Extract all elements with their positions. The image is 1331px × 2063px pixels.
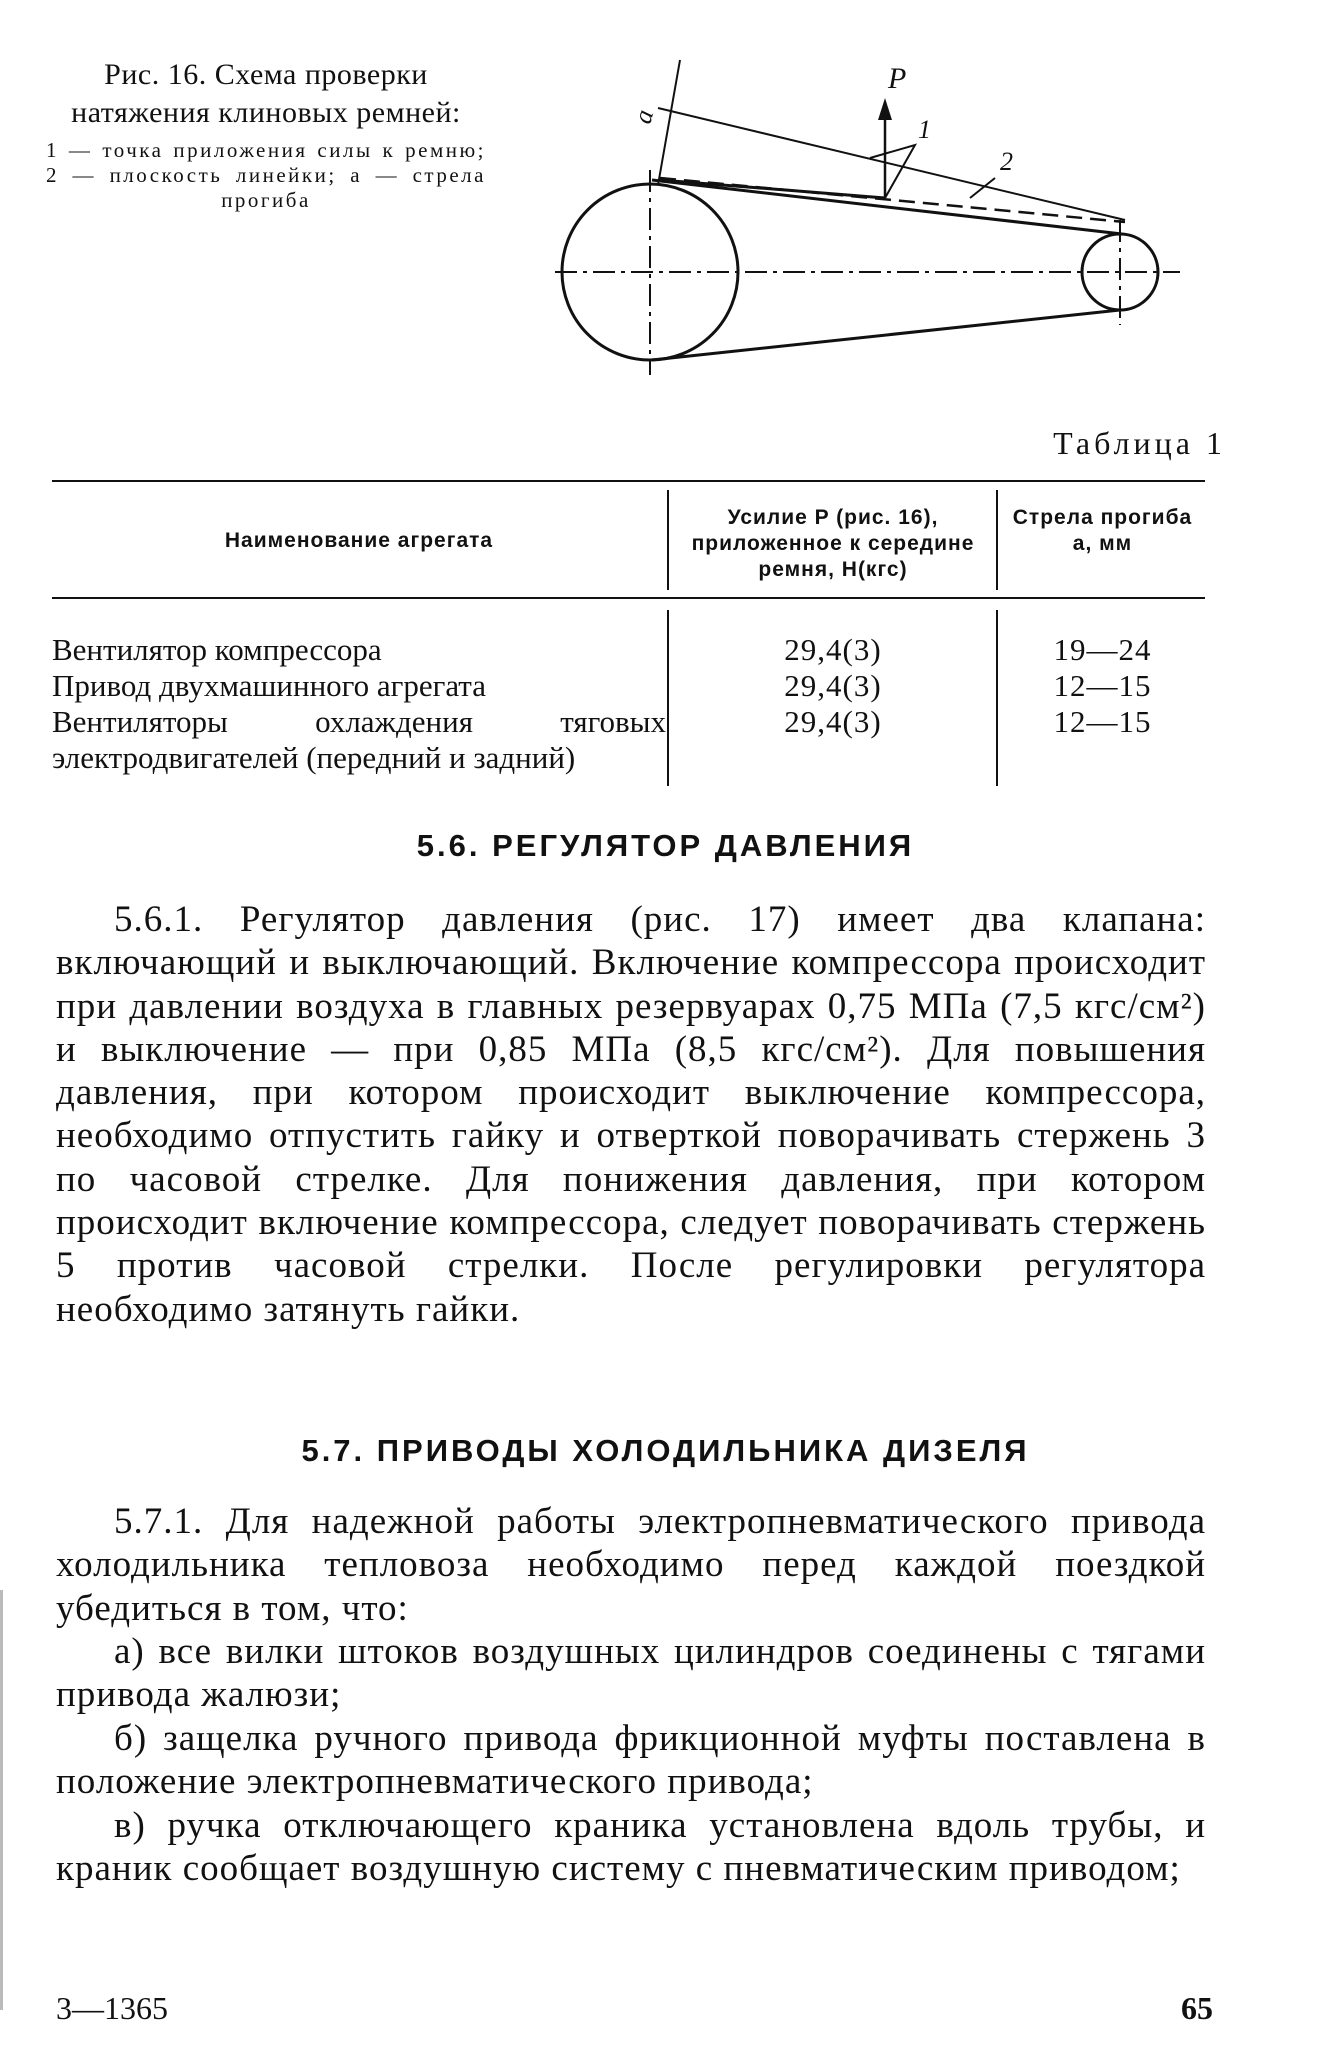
table-row-2-deflection: 12—15 — [1053, 668, 1152, 703]
table-header-divider-1 — [667, 490, 669, 590]
table-header-force: Усилие P (рис. 16), приложенное к середине ремня, Н(кгс) — [691, 506, 975, 581]
table-row-3-deflection: 12—15 — [1053, 704, 1152, 739]
table-row-1-name: Вентилятор компрессора — [52, 632, 382, 667]
table-row-1-force: 29,4(3) — [784, 632, 882, 667]
table-header-deflection: Стрела прогиба a, мм — [1012, 506, 1193, 555]
figure-title: Рис. 16. Схема проверки натяжения клиновых ремней: — [71, 58, 461, 129]
table-row-1-deflection: 19—24 — [1053, 632, 1152, 667]
table-header-rule — [52, 597, 1205, 599]
belt-tension-diagram — [540, 50, 1260, 380]
section-5-7-intro: 5.7.1. Для надежной работы электропневматического привода холодильника тепловоза необходимо перед каждой поездкой убедиться в том, что: — [56, 1501, 1206, 1629]
table-row-3-name-line2: электродвигателей (передний и задний) — [52, 740, 576, 775]
list-item-a: а) все вилки штоков воздушных цилиндров соединены с тягами привода жалюзи; — [56, 1631, 1206, 1716]
belt-upper — [652, 180, 1122, 234]
table-top-rule — [52, 480, 1205, 482]
page-number: 65 — [1181, 1990, 1213, 2026]
table-body-divider-2 — [996, 610, 998, 786]
label-point-1: 1 — [918, 115, 931, 144]
table-header-divider-2 — [996, 490, 998, 590]
force-arrow-head — [878, 98, 892, 120]
deflection-arrow-line — [658, 60, 680, 185]
figure-caption — [46, 56, 486, 213]
section-5-7-heading: 5.7. ПРИВОДЫ ХОЛОДИЛЬНИКА ДИЗЕЛЯ — [301, 1433, 1030, 1468]
table-row-2-name: Привод двухмашинного агрегата — [52, 668, 486, 703]
label-plane-2: 2 — [1000, 147, 1013, 176]
section-5-6-paragraph: 5.6.1. Регулятор давления (рис. 17) имеет два клапана: включающий и выключающий. Включение компрессора происходит при давлении воздуха в главных резервуарах 0,75 МПа (7,5 кгс/см²) и выключение — при 0,85 МПа (8,5 кгс/см²). Для повышения давления, при котором происходит выключение компрессора, необходимо отпустить гайку и отверткой поворачивать стержень 3 по часовой стрелке. Для понижения давления, при котором происходит включение компрессора, следует поворачивать стержень 5 против часовой стрелки. После регулировки регулятора необходимо затянуть гайки. — [56, 899, 1206, 1330]
page-edge-shadow — [0, 1590, 3, 2010]
list-item-c: в) ручка отключающего краника установлена вдоль трубы, и краник сообщает воздушную систему с пневматическим приводом; — [56, 1805, 1206, 1890]
table-row-2-force: 29,4(3) — [784, 668, 882, 703]
label-force-p: P — [888, 62, 907, 95]
label-deflection-a: a — [627, 106, 660, 127]
table-label: Таблица 1 — [1053, 425, 1226, 461]
force-point-marker — [870, 145, 915, 198]
belt-lower — [652, 310, 1120, 360]
table-row-3-force: 29,4(3) — [784, 704, 882, 739]
table-row-3-name-line1: Вентиляторы охлаждения тяговых — [52, 704, 666, 739]
table-body-divider-1 — [667, 610, 669, 786]
table-header-name: Наименование агрегата — [224, 529, 494, 552]
ruler-line — [658, 108, 1125, 220]
list-item-b: б) защелка ручного привода фрикционной муфты поставлена в положение электропневматического привода; — [56, 1718, 1206, 1803]
figure-legend: 1 — точка приложения силы к ремню; 2 — плоскость линейки; а — стрела прогиба — [46, 138, 486, 212]
section-5-6-heading: 5.6. РЕГУЛЯТОР ДАВЛЕНИЯ — [416, 828, 915, 863]
signature-mark: 3—1365 — [56, 1990, 168, 2026]
